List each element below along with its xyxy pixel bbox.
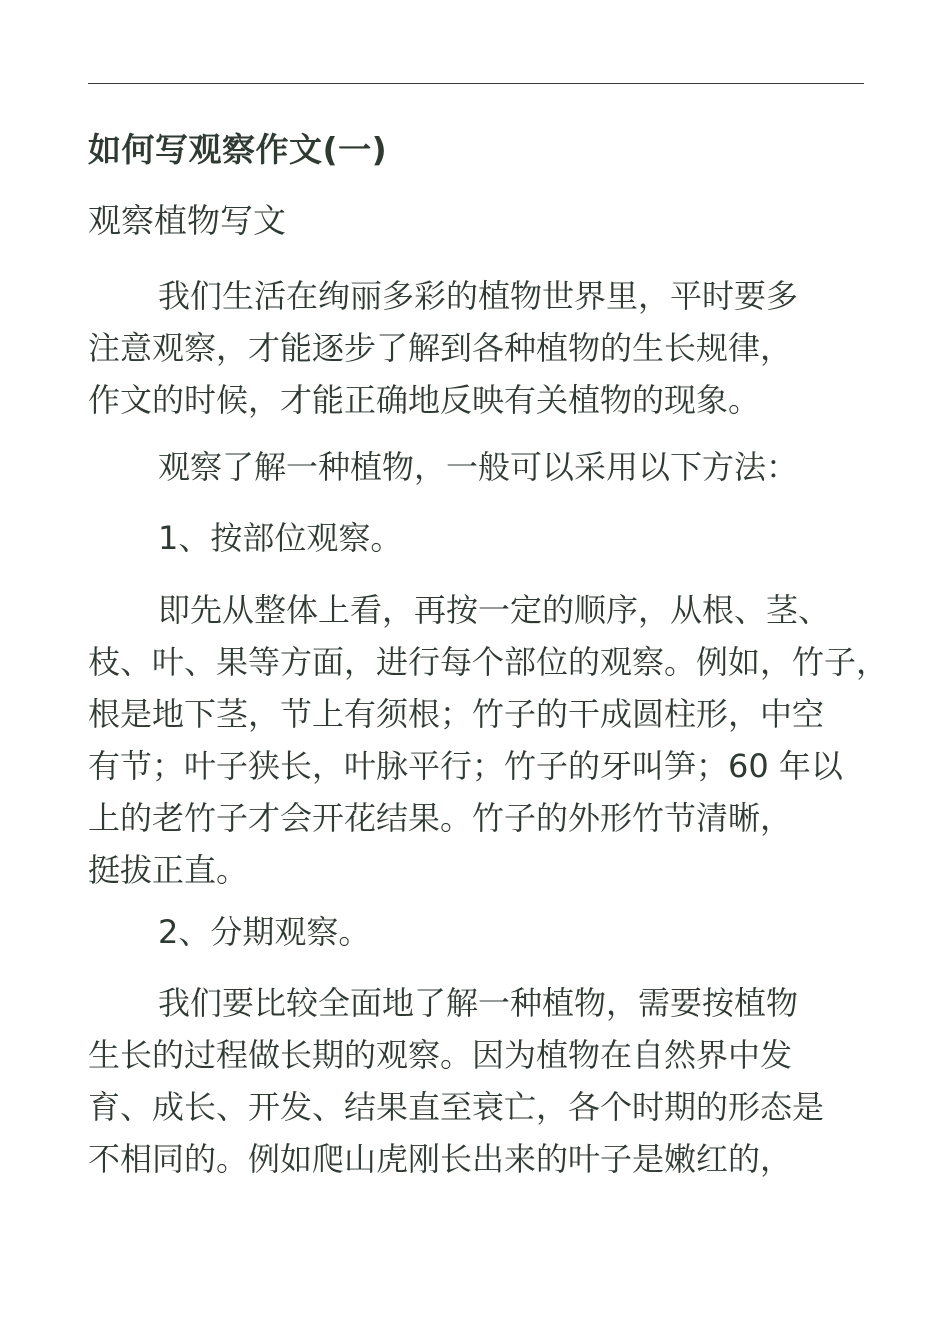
text-line: 挺拔正直。 (88, 851, 249, 889)
text-line: 我们要比较全面地了解一种植物，需要按植物 (158, 984, 799, 1022)
paragraph-by-part (88, 584, 889, 896)
paragraph-by-period (88, 977, 864, 1185)
paragraph-intro (88, 270, 864, 426)
text-line: 观察了解一种植物，一般可以采用以下方法： (158, 448, 799, 486)
text-line: 不相同的。例如爬山虎刚长出来的叶子是嫩红的， (88, 1140, 793, 1178)
document-subtitle: 观察植物写文 (88, 201, 286, 240)
text-line: 我们生活在绚丽多彩的植物世界里，平时要多 (158, 277, 799, 315)
text-line: 即先从整体上看，再按一定的顺序，从根、茎、 (158, 591, 831, 629)
text-line: 有节；叶子狭长，叶脉平行；竹子的牙叫笋；60 年以 (88, 747, 843, 785)
text-line: 1、按部位观察。 (158, 519, 403, 557)
text-line: 枝、叶、果等方面，进行每个部位的观察。例如，竹子， (88, 643, 889, 681)
text-line: 生长的过程做长期的观察。因为植物在自然界中发 (88, 1036, 793, 1074)
document-title: 如何写观察作文(一) (88, 130, 388, 169)
text-line: 根是地下茎，节上有须根；竹子的干成圆柱形，中空 (88, 695, 825, 733)
text-line: 上的老竹子才会开花结果。竹子的外形竹节清晰， (88, 799, 793, 837)
section-heading-by-part (88, 512, 864, 564)
text-line: 育、成长、开发、结果直至衰亡，各个时期的形态是 (88, 1088, 825, 1126)
text-line: 作文的时候，才能正确地反映有关植物的现象。 (88, 381, 761, 419)
section-heading-by-period (88, 906, 864, 958)
text-line: 注意观察，才能逐步了解到各种植物的生长规律， (88, 329, 793, 367)
header-divider (88, 83, 864, 84)
text-line: 2、分期观察。 (158, 913, 371, 951)
paragraph-methods-intro (88, 441, 864, 493)
